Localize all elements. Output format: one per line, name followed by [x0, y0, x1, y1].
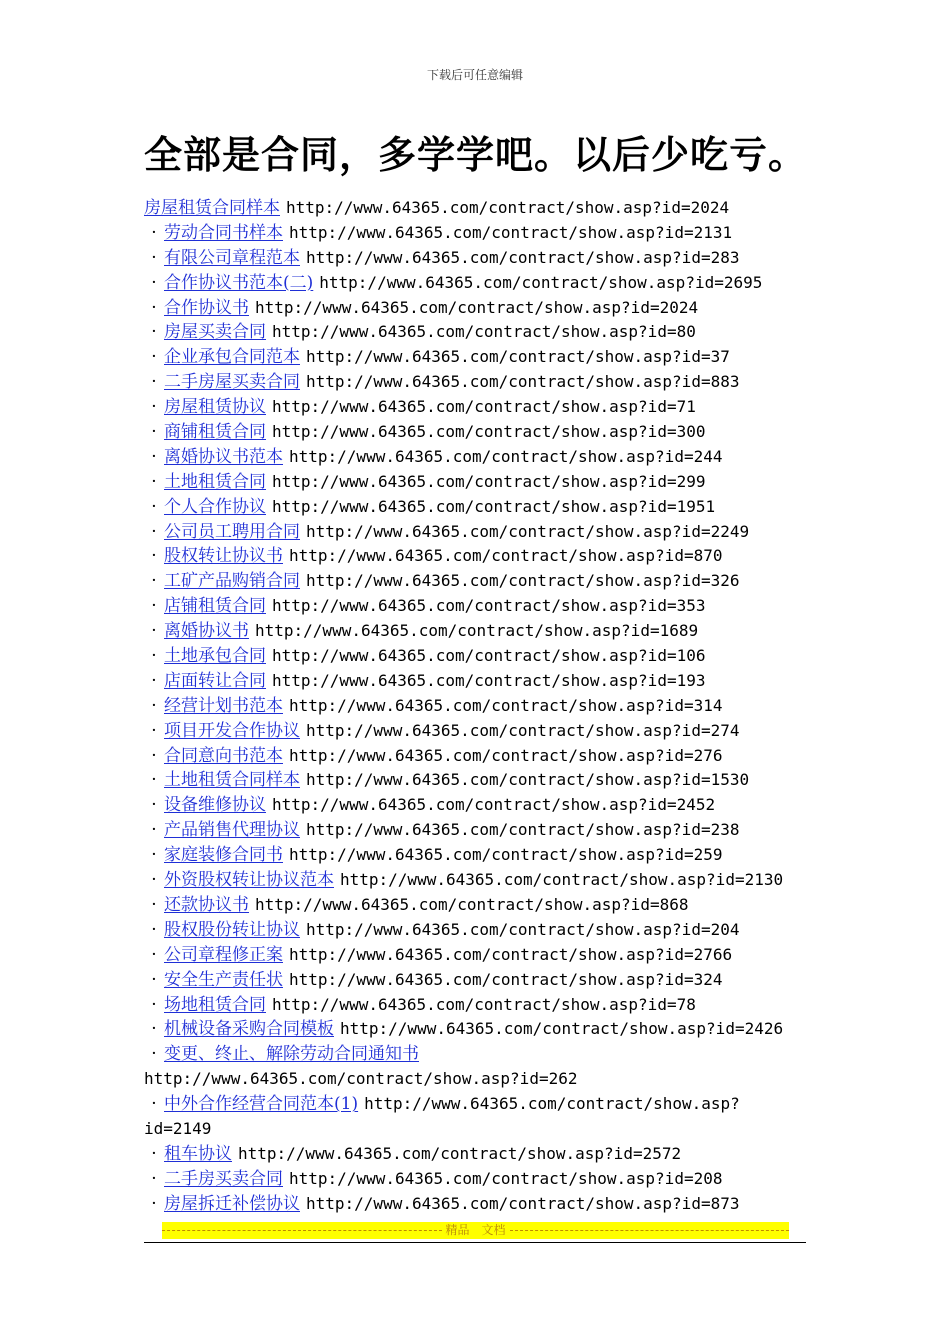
contract-url: http://www.64365.com/contract/show.asp?id=2024: [286, 198, 730, 217]
contract-url: http://www.64365.com/contract/show.asp?id=1689: [255, 621, 699, 641]
contract-link[interactable]: 离婚协议书范本: [164, 446, 283, 467]
contract-url: http://www.64365.com/contract/show.asp?id=883: [306, 372, 740, 392]
contract-url: http://www.64365.com/contract/show.asp?id=2131: [289, 222, 733, 242]
list-item: [144, 569, 814, 594]
bullet-icon: ·: [151, 422, 157, 443]
list-item: [144, 1117, 814, 1142]
list-item: [144, 520, 814, 545]
contract-url: http://www.64365.com/contract/show.asp?id=276: [289, 745, 723, 765]
contract-url: http://www.64365.com/contract/show.asp?id=238: [306, 820, 740, 840]
contract-link[interactable]: 机械设备采购合同模板: [164, 1019, 334, 1040]
contract-link[interactable]: 中外合作经营合同范本(1): [164, 1094, 359, 1115]
contract-link[interactable]: 经营计划书范本: [164, 695, 283, 716]
contract-link[interactable]: 房屋拆迁补偿协议: [164, 1193, 300, 1214]
list-item: [144, 1167, 814, 1192]
contract-url: http://www.64365.com/contract/show.asp?: [364, 1094, 740, 1114]
bullet-icon: ·: [151, 546, 157, 567]
contract-url: http://www.64365.com/contract/show.asp?id=2130: [340, 870, 784, 890]
list-item: [144, 644, 814, 669]
bullet-icon: ·: [151, 695, 157, 716]
bullet-icon: ·: [151, 222, 157, 243]
list-item: [144, 744, 814, 769]
bullet-icon: ·: [151, 870, 157, 891]
bullet-icon: ·: [151, 670, 157, 691]
list-item: [144, 868, 814, 893]
list-item: [144, 793, 814, 818]
list-item: [144, 196, 814, 221]
contract-link[interactable]: 店面转让合同: [164, 670, 266, 691]
contract-url: http://www.64365.com/contract/show.asp?id=300: [272, 422, 706, 442]
contract-link[interactable]: 工矿产品购销合同: [164, 571, 300, 592]
contract-url: http://www.64365.com/contract/show.asp?id=324: [289, 969, 723, 989]
contract-url: http://www.64365.com/contract/show.asp?id=868: [255, 894, 689, 914]
contract-link[interactable]: 租车协议: [164, 1143, 232, 1164]
list-item: [144, 719, 814, 744]
contract-link[interactable]: 合作协议书: [164, 297, 249, 318]
contract-link[interactable]: 二手房买卖合同: [164, 1168, 283, 1189]
contract-link[interactable]: 有限公司章程范本: [164, 247, 300, 268]
contract-link-list: [144, 196, 814, 1217]
list-item: [144, 1017, 814, 1042]
list-item: [144, 370, 814, 395]
contract-link[interactable]: 二手房屋买卖合同: [164, 372, 300, 393]
footer-text: 精品 文档: [445, 1223, 506, 1237]
contract-link[interactable]: 房屋租赁协议: [164, 397, 266, 418]
bullet-icon: ·: [151, 1193, 157, 1214]
list-item: [144, 1042, 814, 1067]
list-item: [144, 1142, 814, 1167]
list-item: [144, 420, 814, 445]
contract-url: http://www.64365.com/contract/show.asp?id=37: [306, 347, 730, 367]
contract-url: http://www.64365.com/contract/show.asp?id=2024: [255, 297, 699, 317]
bullet-icon: ·: [151, 820, 157, 841]
footer-dash-right: [510, 1230, 789, 1231]
list-item: [144, 943, 814, 968]
footer-rule: [144, 1242, 806, 1243]
contract-url: http://www.64365.com/contract/show.asp?id=870: [289, 546, 723, 566]
bullet-icon: ·: [151, 795, 157, 816]
bullet-icon: ·: [151, 919, 157, 940]
contract-link[interactable]: 劳动合同书样本: [164, 222, 283, 243]
contract-link[interactable]: 企业承包合同范本: [164, 347, 300, 368]
contract-link[interactable]: 产品销售代理协议: [164, 820, 300, 841]
bullet-icon: ·: [151, 994, 157, 1015]
contract-link[interactable]: 公司章程修正案: [164, 944, 283, 965]
bullet-icon: ·: [151, 646, 157, 667]
contract-link[interactable]: 房屋租赁合同样本: [144, 198, 280, 218]
contract-url: id=2149: [144, 1118, 212, 1138]
bullet-icon: ·: [151, 1019, 157, 1040]
list-item: [144, 221, 814, 246]
bullet-icon: ·: [151, 1044, 157, 1065]
bullet-icon: ·: [151, 745, 157, 766]
contract-url: http://www.64365.com/contract/show.asp?id=2766: [289, 944, 733, 964]
bullet-icon: ·: [151, 1168, 157, 1189]
list-item: [144, 594, 814, 619]
list-item: [144, 1192, 814, 1217]
list-item: [144, 993, 814, 1018]
header-note: 下载后可任意编辑: [426, 68, 523, 82]
footer-band: [162, 1222, 789, 1239]
contract-url: http://www.64365.com/contract/show.asp?id=326: [306, 571, 740, 591]
bullet-icon: ·: [151, 621, 157, 642]
contract-url: http://www.64365.com/contract/show.asp?id=204: [306, 919, 740, 939]
bullet-icon: ·: [151, 770, 157, 791]
bullet-icon: ·: [151, 322, 157, 343]
list-item: [144, 843, 814, 868]
bullet-icon: ·: [151, 397, 157, 418]
list-item: [144, 918, 814, 943]
contract-url: http://www.64365.com/contract/show.asp?id=2572: [238, 1143, 682, 1163]
contract-url: http://www.64365.com/contract/show.asp?id=2426: [340, 1019, 784, 1039]
list-item: [144, 1092, 814, 1117]
list-item: [144, 893, 814, 918]
contract-link[interactable]: 设备维修协议: [164, 795, 266, 816]
bullet-icon: ·: [151, 347, 157, 368]
contract-url: http://www.64365.com/contract/show.asp?id=262: [144, 1069, 578, 1089]
contract-link[interactable]: 离婚协议书: [164, 621, 249, 642]
contract-url: http://www.64365.com/contract/show.asp?id=274: [306, 720, 740, 740]
bullet-icon: ·: [151, 496, 157, 517]
contract-link[interactable]: 店铺租赁合同: [164, 596, 266, 617]
contract-link[interactable]: 合作协议书范本(二): [164, 272, 314, 293]
contract-link[interactable]: 土地租赁合同: [164, 471, 266, 492]
contract-url: http://www.64365.com/contract/show.asp?id=208: [289, 1168, 723, 1188]
contract-link[interactable]: 合同意向书范本: [164, 745, 283, 766]
list-item: [144, 271, 814, 296]
contract-url: http://www.64365.com/contract/show.asp?id=2452: [272, 795, 716, 815]
contract-link[interactable]: 个人合作协议: [164, 496, 266, 517]
contract-link[interactable]: 商铺租赁合同: [164, 422, 266, 443]
contract-url: http://www.64365.com/contract/show.asp?id=244: [289, 446, 723, 466]
bullet-icon: ·: [151, 845, 157, 866]
contract-url: http://www.64365.com/contract/show.asp?id=106: [272, 646, 706, 666]
contract-url: http://www.64365.com/contract/show.asp?id=2695: [319, 272, 763, 292]
list-item: [144, 818, 814, 843]
contract-url: http://www.64365.com/contract/show.asp?id=193: [272, 670, 706, 690]
contract-url: http://www.64365.com/contract/show.asp?id=314: [289, 695, 723, 715]
contract-url: http://www.64365.com/contract/show.asp?id=873: [306, 1193, 740, 1213]
page-title: 全部是合同，多学学吧。以后少吃亏。: [144, 133, 808, 177]
bullet-icon: ·: [151, 471, 157, 492]
bullet-icon: ·: [151, 1143, 157, 1164]
list-item: [144, 544, 814, 569]
bullet-icon: ·: [151, 372, 157, 393]
contract-link[interactable]: 股权转让协议书: [164, 546, 283, 567]
list-item: [144, 694, 814, 719]
list-item: [144, 619, 814, 644]
footer-dash-left: [162, 1230, 442, 1231]
list-item: [144, 968, 814, 993]
list-item: [144, 768, 814, 793]
bullet-icon: ·: [151, 596, 157, 617]
contract-link[interactable]: 还款协议书: [164, 894, 249, 915]
list-item: [144, 445, 814, 470]
bullet-icon: ·: [151, 272, 157, 293]
list-item: [144, 495, 814, 520]
contract-link[interactable]: 外资股权转让协议范本: [164, 870, 334, 891]
contract-link[interactable]: 房屋买卖合同: [164, 322, 266, 343]
contract-url: http://www.64365.com/contract/show.asp?id=283: [306, 247, 740, 267]
contract-url: http://www.64365.com/contract/show.asp?id=353: [272, 596, 706, 616]
contract-link[interactable]: 安全生产责任状: [164, 969, 283, 990]
bullet-icon: ·: [151, 1094, 157, 1115]
contract-url: http://www.64365.com/contract/show.asp?id=78: [272, 994, 696, 1014]
contract-link[interactable]: 项目开发合作协议: [164, 720, 300, 741]
list-item: [144, 246, 814, 271]
list-item: [144, 320, 814, 345]
contract-url: http://www.64365.com/contract/show.asp?id=1951: [272, 496, 716, 516]
contract-link[interactable]: 场地租赁合同: [164, 994, 266, 1015]
bullet-icon: ·: [151, 571, 157, 592]
contract-url: http://www.64365.com/contract/show.asp?id=299: [272, 471, 706, 491]
bullet-icon: ·: [151, 969, 157, 990]
list-item: [144, 470, 814, 495]
contract-url: http://www.64365.com/contract/show.asp?id=2249: [306, 521, 750, 541]
list-item: [144, 296, 814, 321]
contract-url: http://www.64365.com/contract/show.asp?id=259: [289, 845, 723, 865]
bullet-icon: ·: [151, 297, 157, 318]
contract-link[interactable]: 股权股份转让协议: [164, 919, 300, 940]
list-item: [144, 669, 814, 694]
contract-link[interactable]: 土地承包合同: [164, 646, 266, 667]
bullet-icon: ·: [151, 944, 157, 965]
bullet-icon: ·: [151, 720, 157, 741]
contract-url: http://www.64365.com/contract/show.asp?id=80: [272, 322, 696, 342]
contract-link[interactable]: 变更、终止、解除劳动合同通知书: [164, 1044, 419, 1065]
list-item: [144, 395, 814, 420]
list-item: [144, 1067, 814, 1092]
bullet-icon: ·: [151, 446, 157, 467]
list-item: [144, 345, 814, 370]
contract-url: http://www.64365.com/contract/show.asp?id=1530: [306, 770, 750, 790]
contract-link[interactable]: 土地租赁合同样本: [164, 770, 300, 791]
bullet-icon: ·: [151, 894, 157, 915]
contract-link[interactable]: 家庭装修合同书: [164, 845, 283, 866]
contract-url: http://www.64365.com/contract/show.asp?id=71: [272, 397, 696, 417]
bullet-icon: ·: [151, 247, 157, 268]
bullet-icon: ·: [151, 521, 157, 542]
contract-link[interactable]: 公司员工聘用合同: [164, 521, 300, 542]
